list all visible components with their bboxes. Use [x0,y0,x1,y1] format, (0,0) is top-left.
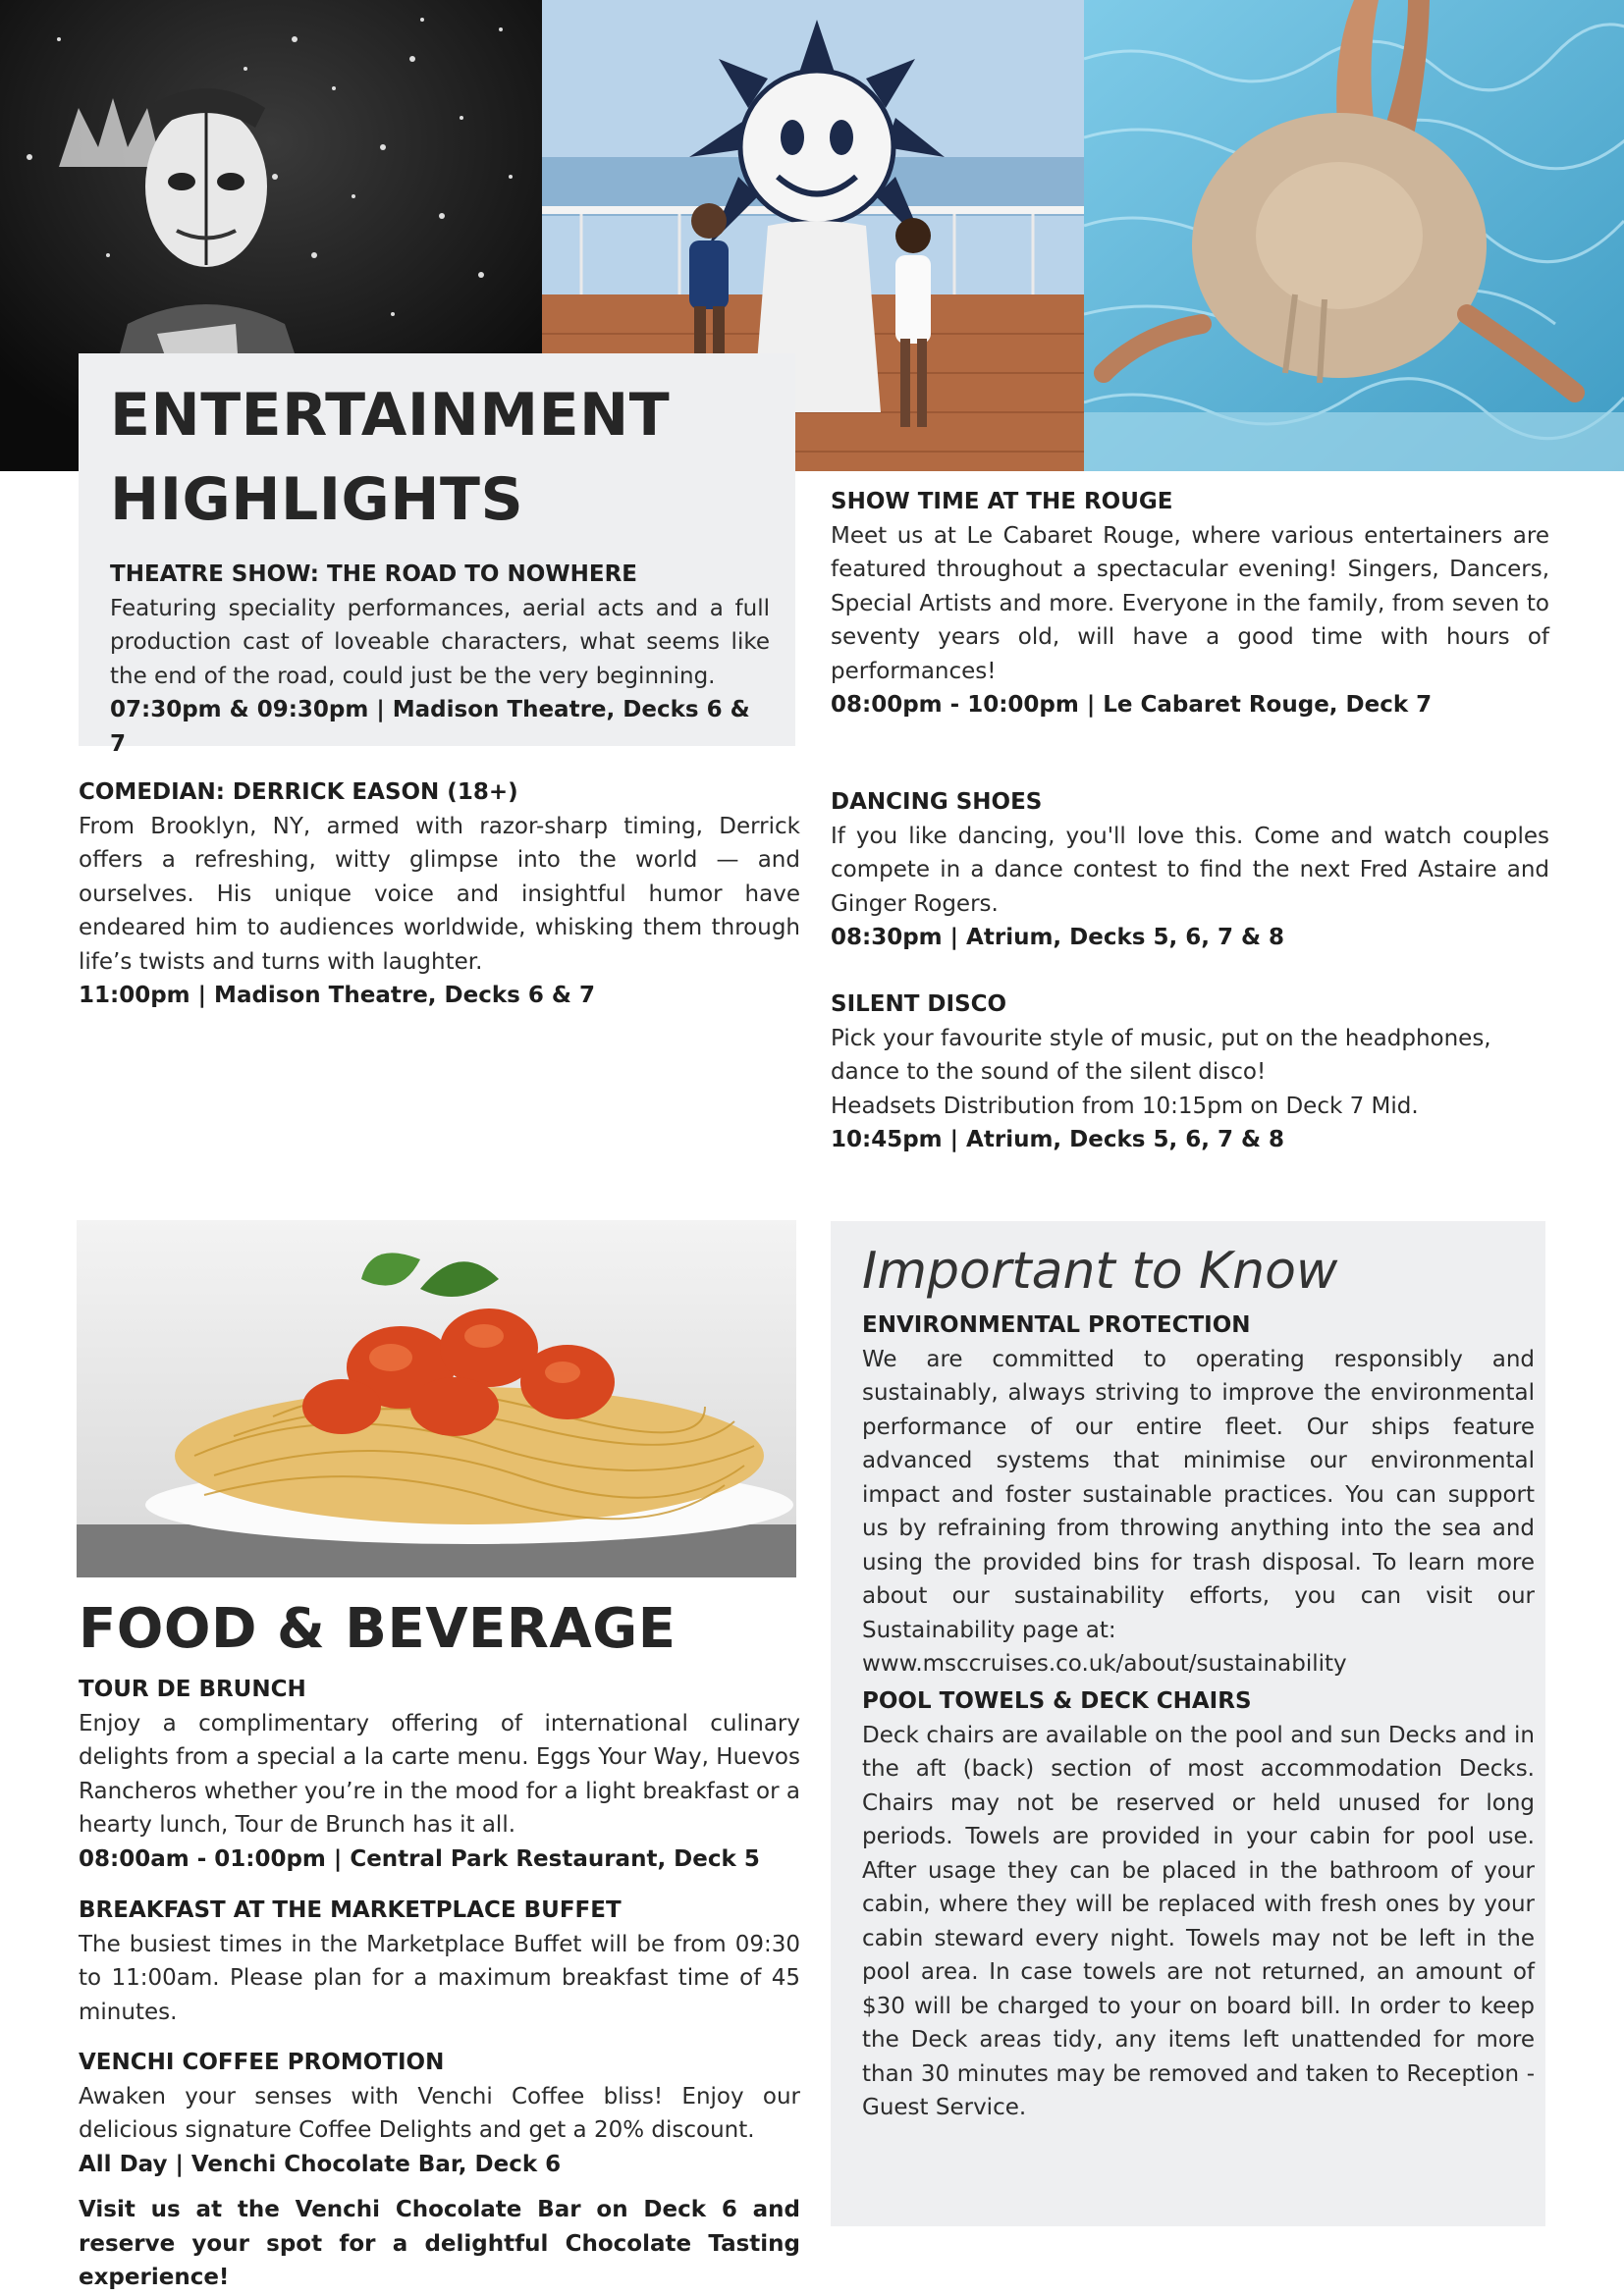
rouge-show-title: SHOW TIME AT THE ROUGE [831,489,1173,514]
dancing-shoes-title: DANCING SHOES [831,789,1043,815]
breakfast-text: The busiest times in the Marketplace Buffet will be from 09:30 to 11:00am. Please plan for a maximum breakfast time of 45 minutes. [79,1931,800,2025]
dancing-shoes-time: 08:30pm | Atrium, Decks 5, 6, 7 & 8 [831,925,1285,950]
tour-de-brunch-section [79,1673,800,1876]
marketplace-breakfast-section [79,1894,800,2029]
dancing-shoes-section [831,785,1549,955]
brunch-text: Enjoy a complimentary offering of international culinary delights from a special a la carte menu. Eggs Your Way, Huevos Rancheros whether you’re in the mood for a light breakfast or a hearty lunch, Tour de Brunch has it all. [79,1710,800,1838]
rouge-show-time: 08:00pm - 10:00pm | Le Cabaret Rouge, Deck 7 [831,692,1433,718]
theatre-show-text: Featuring speciality performances, aerial acts and a full production cast of loveable characters, what seems like the end of the road, could just be the very beginning. [110,595,770,689]
pool-towels-text: Deck chairs are available on the pool and sun Decks and in the aft (back) section of most accommodation Decks. Chairs may not be reserved or held unused for long periods. Towels are provided in your cabin for pool use. After usage they can be placed in the bathroom of your cabin, where they will be replaced with fresh ones by your cabin steward every night. Towels may not be left in the pool area. In case towels are not returned, an amount of $30 will be charged to your on board bill. In order to keep the Deck areas tidy, any items left unattended for more than 30 minutes may be removed and taken to Reception - Guest Service. [862,1722,1535,2120]
heading-line-highlights: HIGHLIGHTS [110,465,524,534]
environmental-text: We are committed to operating responsibly and sustainably, always striving to improve the environmental performance of our entire fleet. Our ships feature advanced systems that minimise our environmental impact and foster sustainable practices. You can support us by refraining from throwing anything into the sea and using the provided bins for trash disposal. To learn more about our sustainability efforts, you can visit our Sustainability page at: [862,1346,1535,1643]
venchi-section [79,2046,800,2295]
pool-towels-section [862,1684,1535,2125]
important-heading-wrap [862,1239,1540,1304]
brunch-title: TOUR DE BRUNCH [79,1677,306,1702]
entertainment-heading [110,373,787,542]
pool-towels-title: POOL TOWELS & DECK CHAIRS [862,1688,1252,1714]
venchi-text: Awaken your senses with Venchi Coffee bliss! Enjoy our delicious signature Coffee Delights and get a 20% discount. [79,2083,800,2143]
pool-sunhat-photo [1084,0,1624,471]
important-heading: Important to Know [862,1242,1338,1301]
heading-line-entertainment: ENTERTAINMENT [110,381,671,450]
comedian-title: COMEDIAN: DERRICK EASON (18+) [79,779,518,805]
silent-disco-text: Pick your favourite style of music, put on the headphones, dance to the sound of the silent disco! [831,1025,1491,1085]
environmental-section [862,1308,1535,1682]
silent-disco-note: Headsets Distribution from 10:15pm on Deck 7 Mid. [831,1093,1419,1119]
silent-disco-time: 10:45pm | Atrium, Decks 5, 6, 7 & 8 [831,1127,1285,1152]
comedian-section [79,775,800,1013]
breakfast-title: BREAKFAST AT THE MARKETPLACE BUFFET [79,1897,622,1923]
environmental-title: ENVIRONMENTAL PROTECTION [862,1312,1251,1338]
theatre-show-time: 07:30pm & 09:30pm | Madison Theatre, Decks 6 & 7 [110,697,750,757]
comedian-text: From Brooklyn, NY, armed with razor-sharp timing, Derrick offers a refreshing, witty glimpse into the world — and ourselves. His unique voice and insightful humor have endeared him to audiences worldwide, whisking them through life’s twists and turns with laughter. [79,813,800,975]
food-heading [79,1595,677,1664]
silent-disco-title: SILENT DISCO [831,991,1007,1017]
venchi-title: VENCHI COFFEE PROMOTION [79,2050,445,2075]
theatre-show-title: THEATRE SHOW: THE ROAD TO NOWHERE [110,561,638,587]
comedian-time: 11:00pm | Madison Theatre, Decks 6 & 7 [79,983,595,1008]
rouge-show-text: Meet us at Le Cabaret Rouge, where various entertainers are featured throughout a spectacular evening! Singers, Dancers, Special Artists and more. Everyone in the family, from seven to seventy years old, will have a good time with hours of performances! [831,522,1549,684]
pasta-dish-photo [77,1220,796,1577]
rouge-show-section [831,485,1549,722]
silent-disco-section [831,988,1549,1157]
sustainability-link[interactable]: www.msccruises.co.uk/about/sustainability [862,1651,1347,1677]
theatre-show-section [110,558,770,761]
brunch-time: 08:00am - 01:00pm | Central Park Restaurant, Deck 5 [79,1845,760,1872]
dancing-shoes-text: If you like dancing, you'll love this. Come and watch couples compete in a dance contest to find the next Fred Astaire and Ginger Rogers. [831,823,1549,917]
venchi-cta: Visit us at the Venchi Chocolate Bar on Deck 6 and reserve your spot for a delightful Chocolate Tasting experience! [79,2197,800,2290]
food-beverage-heading: FOOD & BEVERAGE [79,1597,677,1661]
venchi-time: All Day | Venchi Chocolate Bar, Deck 6 [79,2151,562,2177]
